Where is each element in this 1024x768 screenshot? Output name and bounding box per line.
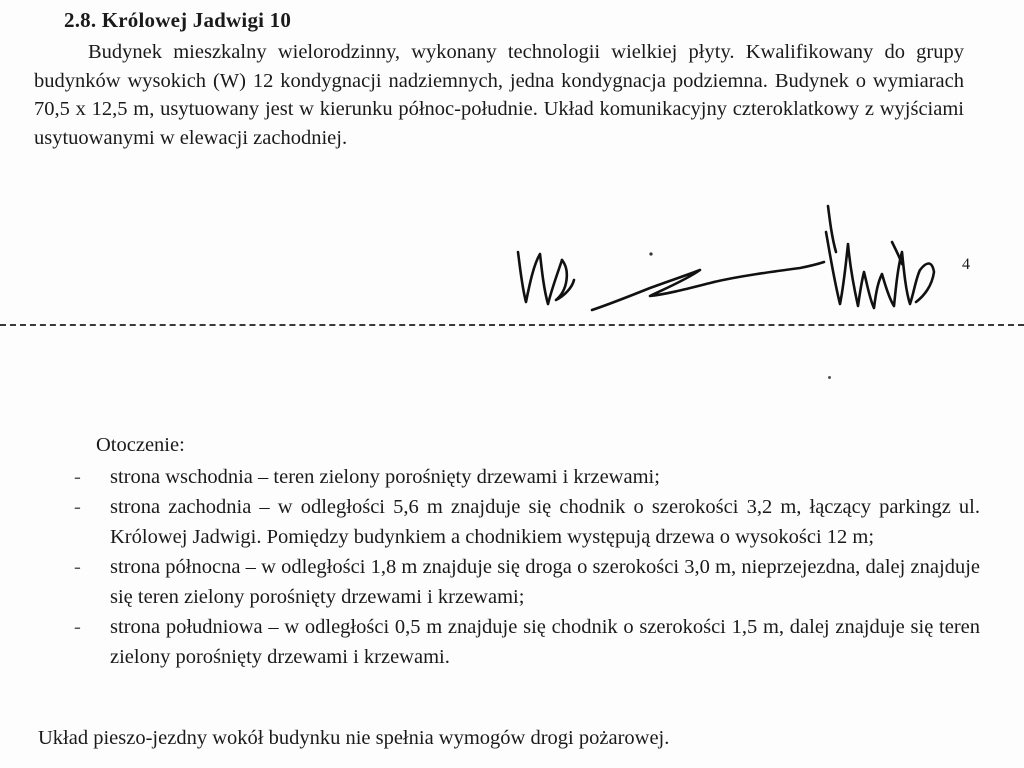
list-item	[0, 492, 1000, 552]
page-number: 4	[962, 256, 970, 273]
list-item-text: strona północna – w odległości 1,8 m znajduje się droga o szerokości 3,0 m, nieprzejezdna, dalej znajduje się teren zielony porośnięty drzewami i krzewami;	[110, 556, 980, 608]
list-item	[0, 552, 1000, 612]
list-bullet: -	[74, 556, 81, 578]
list-item	[0, 462, 1000, 492]
list-item-text: strona południowa – w odległości 0,5 m znajduje się chodnik o szerokości 1,5 m, dalej znajduje się teren zielony porośnięty drzewami i krzewami.	[110, 616, 980, 668]
list-bullet: -	[74, 616, 81, 638]
closing-statement: Układ pieszo-jezdny wokół budynku nie spełnia wymogów drogi pożarowej.	[38, 727, 670, 749]
building-description: Budynek mieszkalny wielorodzinny, wykonany technologii wielkiej płyty. Kwalifikowany do grupy budynków wysokich (W) 12 kondygnacji nadziemnych, jedna kondygnacja podziemna. Budynek o wymiarach 70,5 x 12,5 m, usytuowany jest w kierunku północ-południe. Układ komunikacyjny czteroklatkowy z wyjściami usytuowanymi w elewacji zachodniej.	[34, 41, 964, 149]
list-bullet: -	[74, 496, 81, 518]
page-break-divider	[0, 324, 1024, 326]
environment-list	[0, 462, 1000, 672]
list-item-text: strona wschodnia – teren zielony porośnięty drzewami i krzewami;	[110, 466, 660, 488]
scan-speck	[828, 376, 831, 379]
list-item	[0, 612, 1000, 672]
list-item-text: strona zachodnia – w odległości 5,6 m znajduje się chodnik o szerokości 3,2 m, łączący parkingz ul. Królowej Jadwigi. Pomiędzy budynkiem a chodnikiem występują drzewa o wysokości 12 m;	[110, 496, 980, 548]
handwritten-signature	[500, 192, 970, 322]
section-heading: 2.8. Królowej Jadwigi 10	[64, 8, 292, 32]
environment-title: Otoczenie:	[96, 434, 185, 456]
list-bullet: -	[74, 466, 81, 488]
